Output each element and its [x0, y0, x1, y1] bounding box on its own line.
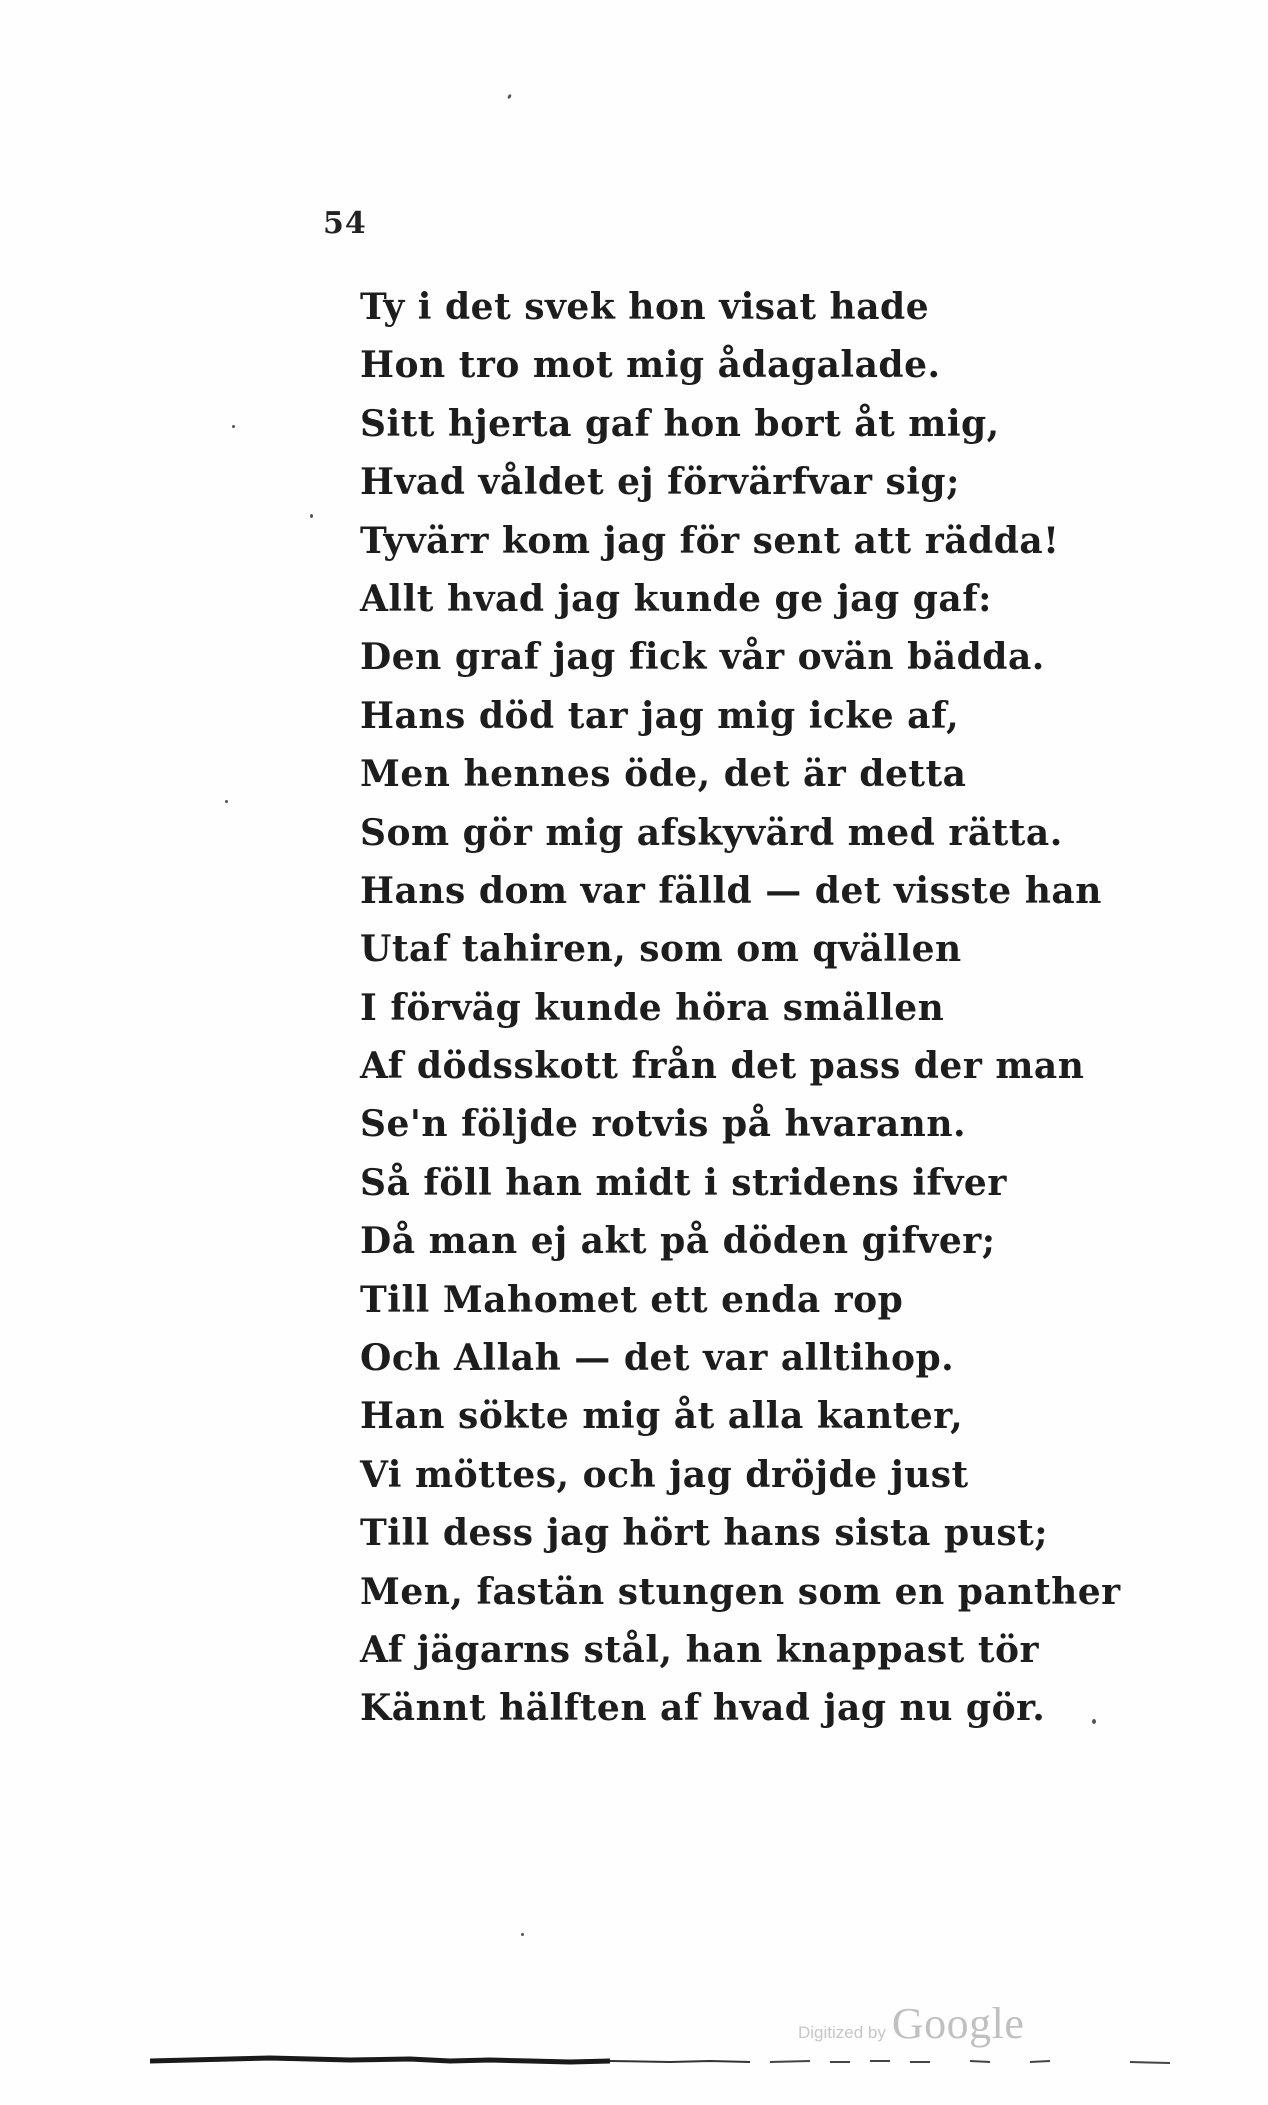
poem-line: Hans dom var fälld — det visste han — [360, 869, 1102, 912]
scan-speck — [310, 514, 313, 518]
poem-line: Allt hvad jag kunde ge jag gaf: — [360, 577, 992, 620]
page-number: 54 — [323, 206, 367, 241]
watermark-brand: Google — [891, 1999, 1025, 2048]
scan-speck — [507, 94, 512, 100]
poem-line: Men hennes öde, det är detta — [360, 753, 967, 796]
poem-line: Hans död tar jag mig icke af, — [360, 694, 960, 737]
poem-line: Som gör mig afskyvärd med rätta. — [360, 811, 1063, 854]
poem-line: Tyvärr kom jag för sent att rädda! — [360, 519, 1060, 562]
poem-line: Se'n följde rotvis på hvarann. — [360, 1103, 967, 1146]
poem-line: Till Mahomet ett enda rop — [360, 1278, 904, 1321]
poem-line: Då man ej akt på döden gifver; — [360, 1220, 996, 1263]
poem-stanza — [360, 278, 1120, 1738]
poem-line: Så föll han midt i stridens ifver — [360, 1161, 1007, 1204]
scan-speck — [1092, 1719, 1096, 1724]
poem-line: Ty i det svek hon visat hade — [360, 286, 930, 328]
poem-line: Hvad våldet ej förvärfvar sig; — [360, 461, 960, 504]
poem-line: Af jägarns stål, han knappast tör — [360, 1628, 1039, 1671]
scan-speck — [521, 1933, 524, 1936]
poem-line: Och Allah — det var alltihop. — [360, 1337, 955, 1380]
watermark-prefix: Digitized by — [798, 2023, 886, 2042]
poem-line: Till dess jag hört hans sista pust; — [360, 1512, 1049, 1555]
scan-bottom-edge — [150, 2052, 1170, 2066]
digitization-watermark — [798, 1998, 1024, 2049]
poem-line: Men, fastän stungen som en panther — [360, 1570, 1121, 1613]
poem-line: Den graf jag fick vår ovän bädda. — [360, 636, 1045, 679]
scan-speck — [232, 425, 235, 428]
poem-line: Vi möttes, och jag dröjde just — [360, 1453, 969, 1496]
poem-line: Utaf tahiren, som om qvällen — [360, 928, 962, 971]
poem-line: Han sökte mig åt alla kanter, — [360, 1395, 964, 1438]
scan-speck — [225, 800, 228, 803]
poem-line: Af dödsskott från det pass der man — [360, 1045, 1085, 1088]
poem-line: Kännt hälften af hvad jag nu gör. — [360, 1687, 1046, 1730]
poem-line: Hon tro mot mig ådagalade. — [360, 344, 941, 387]
poem-line: I förväg kunde höra smällen — [360, 986, 945, 1029]
poem-line: Sitt hjerta gaf hon bort åt mig, — [360, 402, 1000, 445]
